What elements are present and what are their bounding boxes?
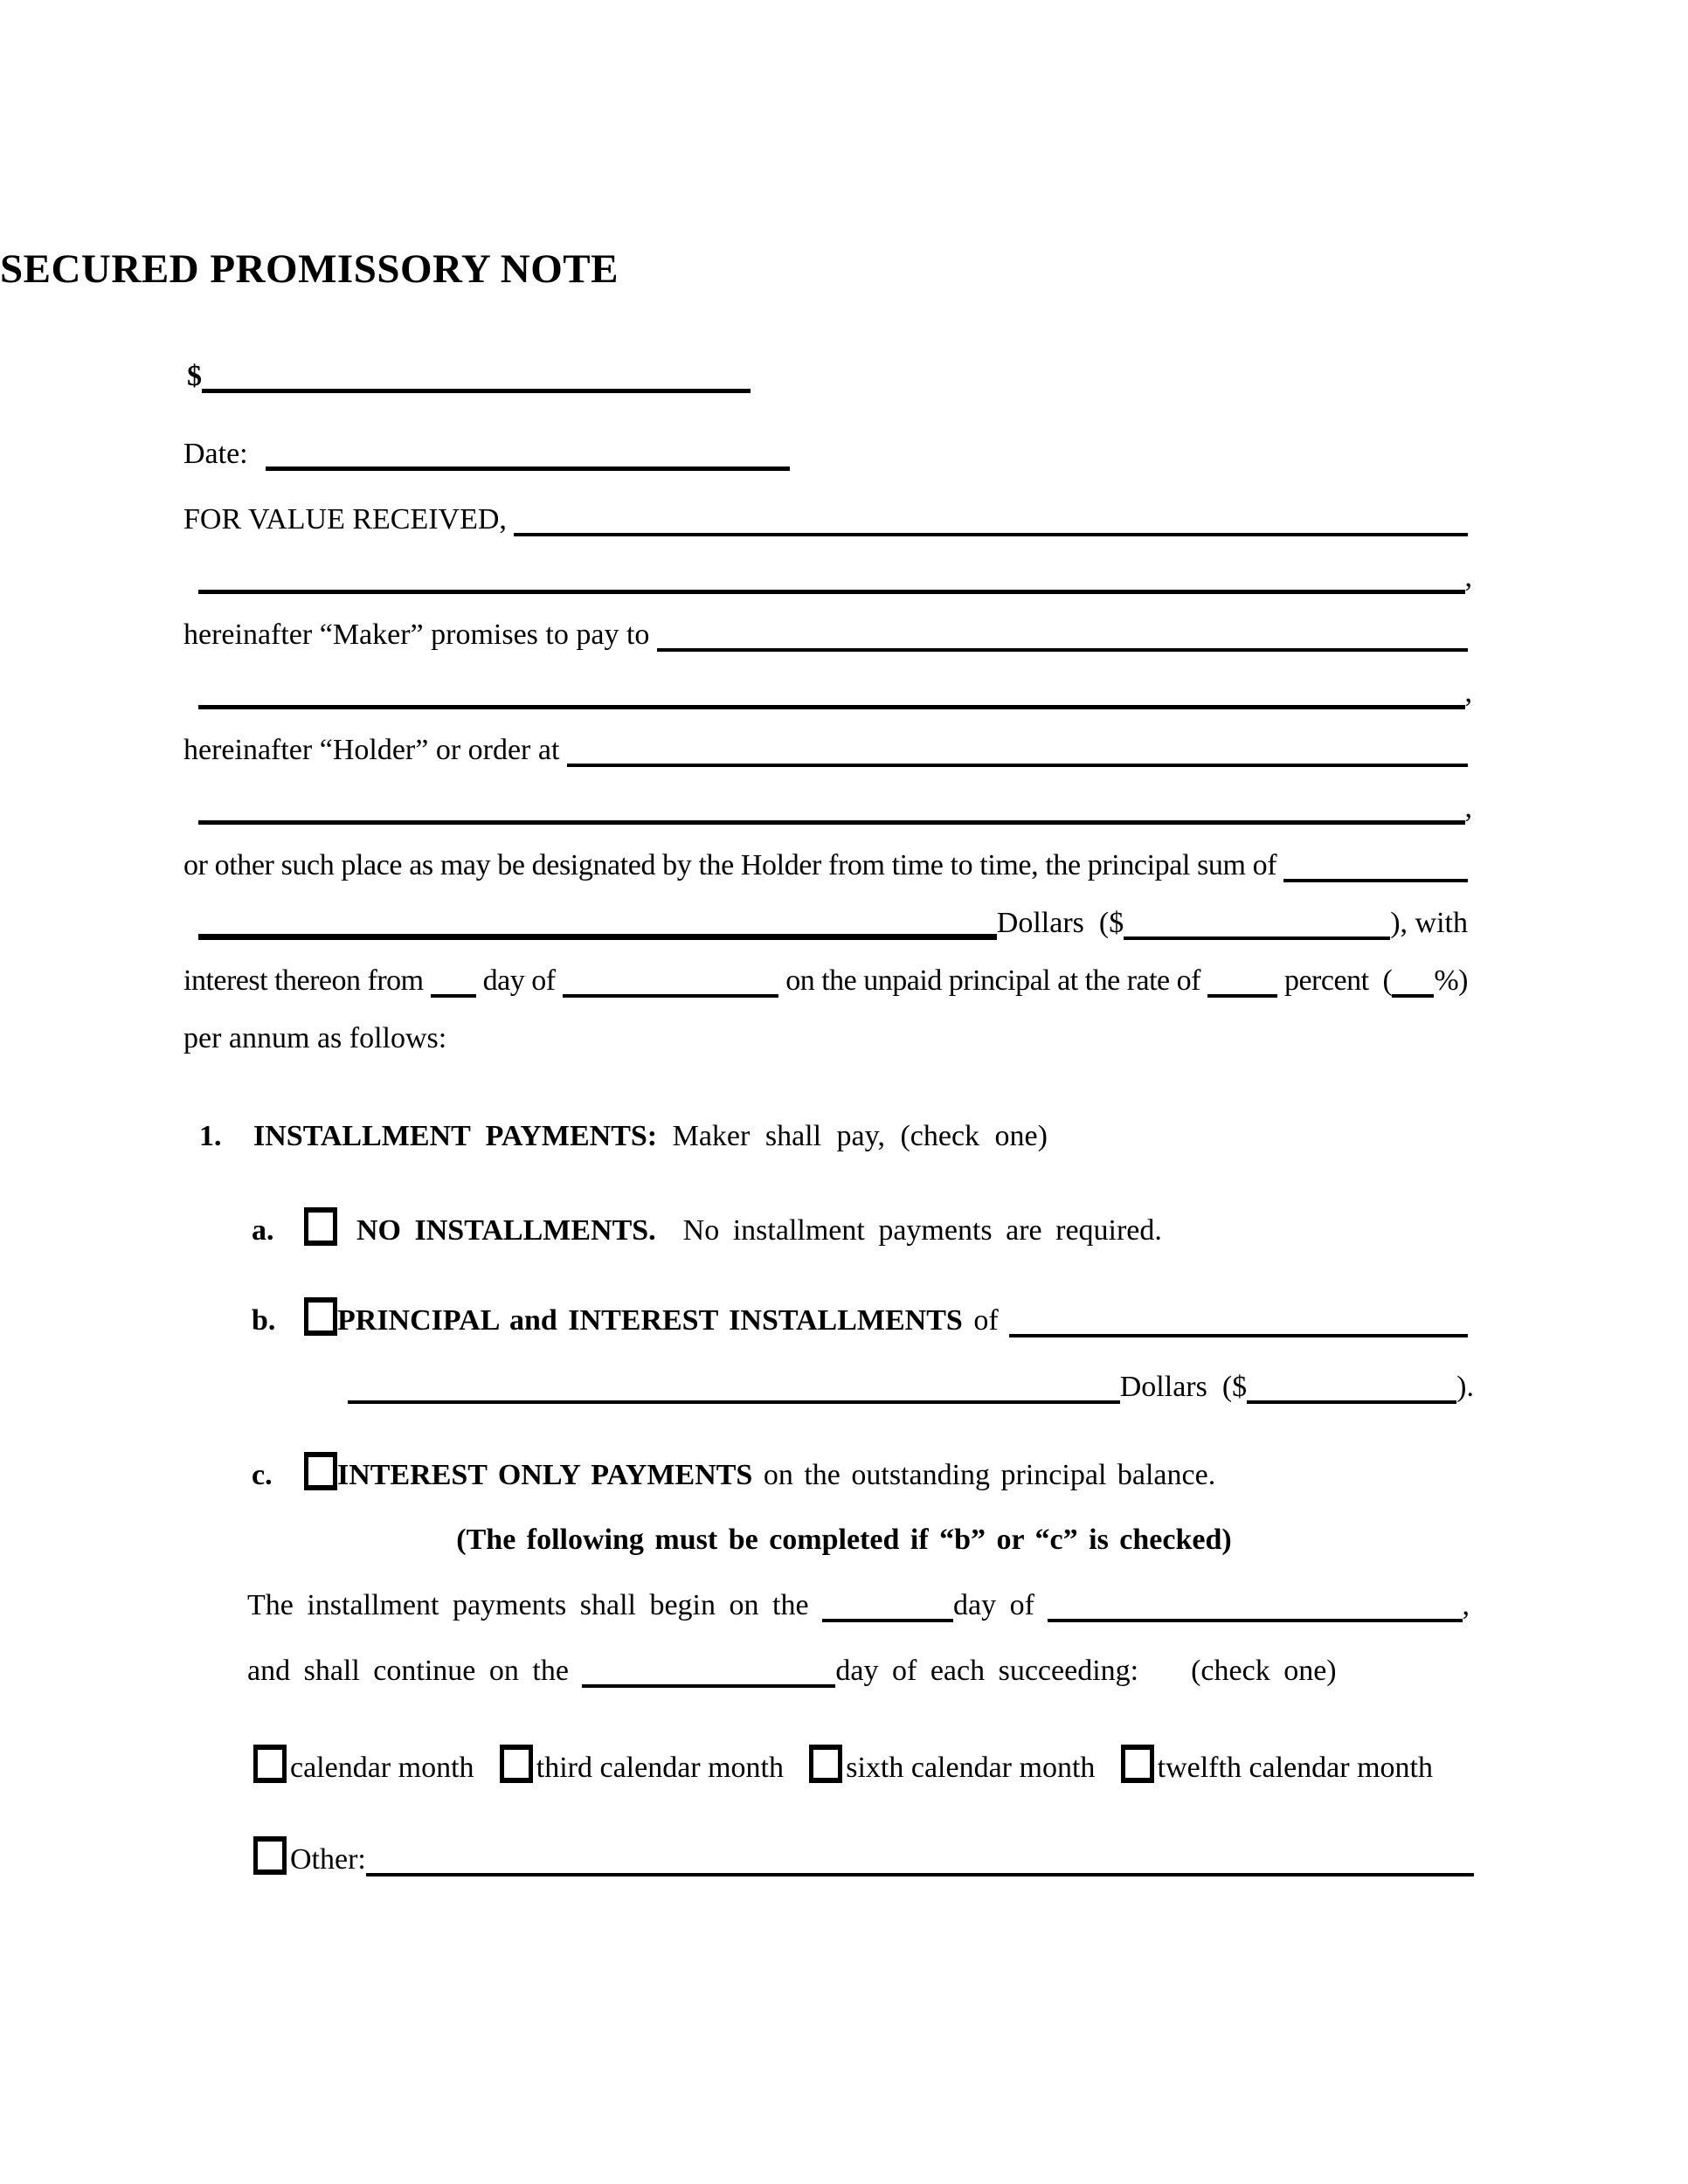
option-b-title: PRINCIPAL and INTEREST INSTALLMENTS (337, 1304, 963, 1337)
option-a-letter: a. (252, 1214, 274, 1247)
payee-name-blank[interactable] (657, 646, 1468, 652)
option-c-row (252, 1446, 1215, 1495)
section-heading: INSTALLMENT PAYMENTS: (253, 1120, 673, 1152)
place-clause-label: or other such place as may be designated by the Holder from time to time, the principal sum of (183, 849, 1284, 881)
option-a-title: NO INSTALLMENTS. (356, 1214, 656, 1247)
promise-to-pay-row (183, 615, 1468, 654)
checkbox-twelfth-calendar-month[interactable] (1121, 1745, 1154, 1783)
for-value-row (183, 500, 1468, 539)
amount-row (187, 356, 751, 396)
dollar-sign-label: $ (187, 360, 202, 392)
checkbox-principal-interest[interactable] (304, 1297, 337, 1336)
checkbox-sixth-calendar-month[interactable] (809, 1745, 842, 1783)
checkbox-other[interactable] (253, 1836, 287, 1875)
section-heading-rest: Maker shall pay, (check one) (672, 1120, 1048, 1152)
frequency-option-calendar-month (253, 1738, 474, 1787)
continue-row (247, 1651, 1337, 1690)
begin-row (247, 1586, 1470, 1625)
checkbox-calendar-month[interactable] (253, 1745, 287, 1783)
per-annum-label: per annum as follows: (183, 1022, 447, 1054)
other-label: Other: (290, 1843, 366, 1876)
per-annum-row (183, 1019, 446, 1058)
option-b-row (252, 1291, 1468, 1340)
frequency-option-sixth-calendar-month (809, 1738, 1095, 1787)
interest-clause-label-2: day of (475, 964, 563, 997)
option-c-description: on the outstanding principal balance. (752, 1459, 1216, 1491)
continue-day-blank[interactable] (582, 1683, 835, 1688)
installment-amount-numeric-blank[interactable] (1247, 1399, 1456, 1404)
begin-comma-label: , (1462, 1589, 1470, 1621)
payment-address-blank[interactable] (567, 762, 1468, 767)
maker-continuation-row (198, 557, 1472, 597)
installment-amount-words-blank[interactable] (1009, 1332, 1468, 1337)
principal-sum-words-continuation-blank[interactable] (198, 932, 997, 940)
frequency-option-twelfth-calendar-month (1121, 1738, 1433, 1787)
payment-address-continuation-blank[interactable] (198, 819, 1465, 825)
other-frequency-blank[interactable] (366, 1871, 1474, 1876)
interest-start-day-blank[interactable] (431, 992, 476, 998)
maker-name-blank[interactable] (514, 531, 1468, 536)
begin-day-blank[interactable] (822, 1617, 953, 1622)
begin-day-of-label: day of (953, 1589, 1048, 1621)
section-number: 1. (199, 1120, 222, 1152)
frequency-options-row (253, 1738, 1433, 1787)
checkbox-interest-only[interactable] (304, 1452, 337, 1490)
dollars-row (198, 903, 1468, 943)
option-b-description: of (962, 1304, 1010, 1337)
checkbox-no-installments[interactable] (304, 1207, 337, 1246)
begin-clause-label: The installment payments shall begin on the (247, 1589, 823, 1621)
option-b-amount-row (348, 1367, 1474, 1406)
continue-clause-label: and shall continue on the (247, 1655, 583, 1687)
payee-continuation-row (198, 673, 1472, 712)
frequency-option-third-calendar-month (500, 1738, 784, 1787)
option-a-description: No installment payments are required. (655, 1214, 1162, 1247)
sixth-calendar-month-label: sixth calendar month (846, 1752, 1096, 1784)
interest-row (183, 961, 1468, 1000)
title-row (0, 243, 1688, 295)
interest-clause-label-4: percent ( (1276, 964, 1393, 997)
principal-sum-row (183, 846, 1468, 885)
principal-sum-numeric-blank[interactable] (1124, 935, 1390, 940)
option-b-dollars-label: Dollars ($ (1119, 1371, 1248, 1403)
dollars-suffix-label: ), with (1390, 907, 1468, 939)
option-b-letter: b. (252, 1304, 276, 1337)
check-one-label: (check one) (1191, 1655, 1337, 1687)
interest-rate-percent-blank[interactable] (1392, 992, 1434, 998)
option-c-title: INTEREST ONLY PAYMENTS (337, 1459, 753, 1491)
twelfth-calendar-month-label: twelfth calendar month (1157, 1752, 1433, 1784)
comma-label: , (1464, 676, 1472, 708)
begin-month-year-blank[interactable] (1048, 1617, 1462, 1622)
interest-clause-label-5: %) (1434, 964, 1468, 997)
installment-payments-heading-row (199, 1116, 1048, 1156)
holder-clause-label: hereinafter “Holder” or order at (183, 734, 567, 766)
interest-rate-words-blank[interactable] (1207, 992, 1277, 998)
interest-clause-label-1: interest thereon from (183, 964, 431, 997)
dollars-label: Dollars ($ (996, 907, 1124, 939)
interest-start-month-blank[interactable] (563, 992, 779, 998)
completion-note-row (0, 1520, 1688, 1559)
option-b-dollars-suffix: ). (1456, 1371, 1474, 1403)
completion-note: (The following must be completed if “b” or “c” is checked) (456, 1524, 1232, 1556)
principal-sum-words-blank[interactable] (1283, 877, 1468, 882)
other-row (253, 1830, 1474, 1879)
page-title: SECURED PROMISSORY NOTE (0, 246, 619, 292)
option-a-row (252, 1201, 1162, 1250)
comma-label: , (1464, 561, 1472, 593)
comma-label: , (1464, 791, 1472, 824)
maker-clause-label: hereinafter “Maker” promises to pay to (183, 619, 657, 651)
installment-amount-words-continuation-blank[interactable] (348, 1399, 1120, 1404)
holder-row (183, 730, 1468, 770)
payee-name-continuation-blank[interactable] (198, 703, 1465, 709)
amount-blank[interactable] (202, 387, 751, 393)
date-blank[interactable] (266, 465, 790, 471)
for-value-label: FOR VALUE RECEIVED, (183, 503, 515, 536)
interest-clause-label-3: on the unpaid principal at the rate of (778, 964, 1207, 997)
date-row (183, 434, 790, 473)
address-continuation-row (198, 788, 1472, 827)
third-calendar-month-label: third calendar month (536, 1752, 785, 1784)
continue-day-of-label: day of each succeeding: (835, 1655, 1139, 1687)
maker-name-continuation-blank[interactable] (198, 588, 1465, 594)
checkbox-third-calendar-month[interactable] (500, 1745, 533, 1783)
calendar-month-label: calendar month (290, 1752, 474, 1784)
option-c-letter: c. (252, 1459, 273, 1491)
date-label: Date: (183, 438, 256, 470)
